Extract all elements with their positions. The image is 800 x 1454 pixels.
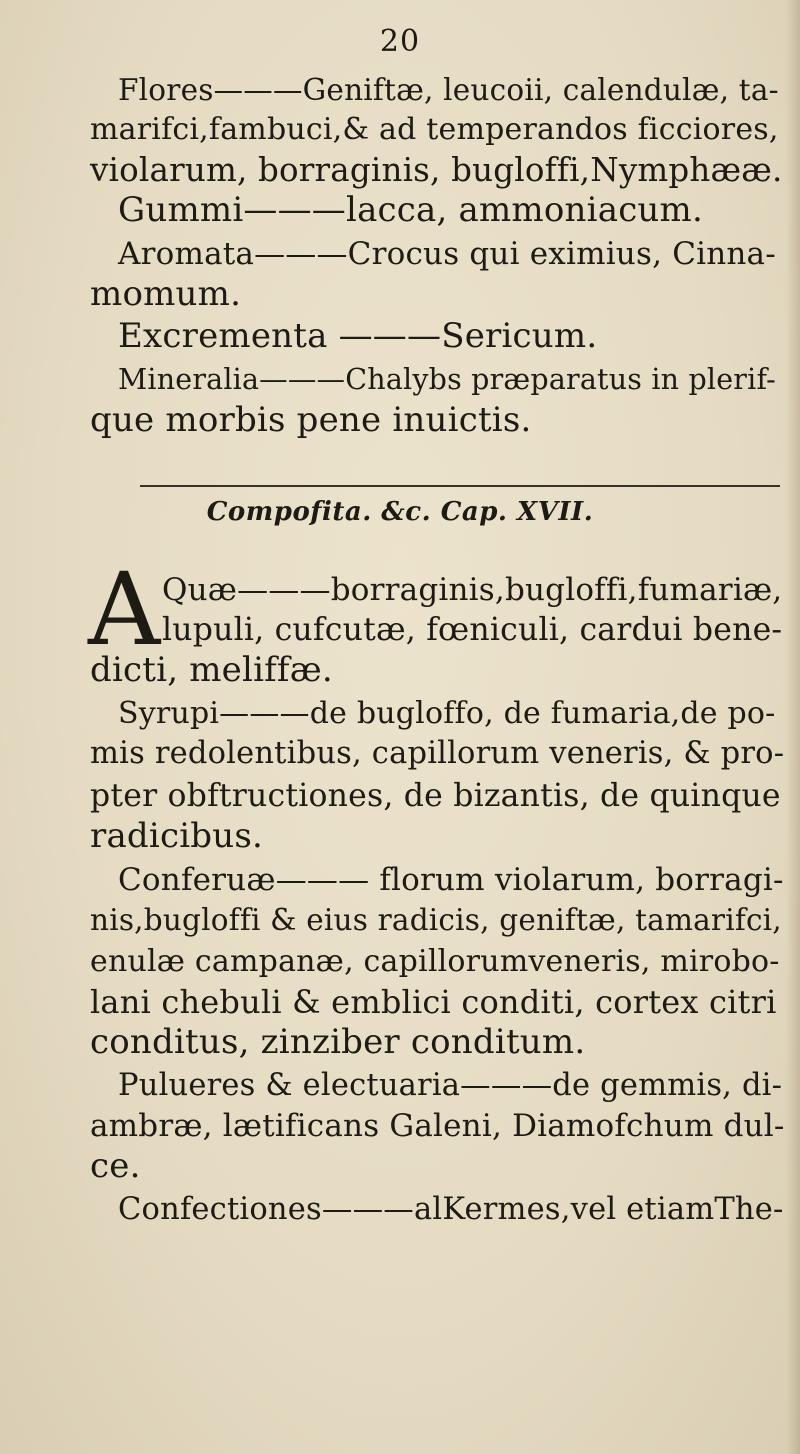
section-divider-rule [140,485,780,487]
text-line: Excrementa ———Sericum. [118,316,598,356]
text-line: Conferuæ——— florum violarum, borragi- [118,862,784,898]
page-number: 20 [379,24,421,59]
text-line: lupuli, cufcutæ, fœniculi, cardui bene- [162,612,783,648]
text-line: Quæ———borraginis,bugloffi,fumariæ, [162,572,783,608]
text-line: ambræ, lætificans Galeni, Diamofchum dul- [90,1108,785,1144]
text-line: Confectiones———alKermes,vel etiamThe- [118,1192,784,1227]
page-edge-shadow [786,0,800,1454]
chapter-heading: Compofita. &c. Cap. XVII. [206,497,594,527]
text-line: momum. [90,274,242,314]
text-line: pter obftructiones, de bizantis, de quinque [90,778,781,814]
text-line: Syrupi———de bugloffo, de fumaria,de po- [118,696,776,731]
text-line: mis redolentibus, capillorum veneris, & pro- [90,736,785,771]
text-line: violarum, borraginis, bugloffi,Nymphææ. [90,151,783,189]
text-line: Flores———Geniftæ, leucoii, calendulæ, ta- [118,73,779,107]
text-line: Gummi———lacca, ammoniacum. [118,190,703,230]
text-line: marifci,fambuci,& ad temperandos ficciores, [90,112,779,147]
text-line: radicibus. [90,816,263,856]
drop-cap-initial: A [88,551,161,668]
text-line: nis,bugloffi & eius radicis, geniftæ, tamarifci, [90,903,782,937]
text-line: Mineralia———Chalybs præparatus in plerif- [118,363,777,396]
text-line: enulæ campanæ, capillorumveneris, mirobo- [90,944,780,979]
text-line: ce. [90,1146,141,1186]
text-line: conditus, zinziber conditum. [90,1022,586,1062]
text-line: Pulueres & electuaria———de gemmis, di- [118,1068,783,1103]
text-line: Aromata———Crocus qui eximius, Cinna- [118,236,776,272]
text-line: lani chebuli & emblici conditi, cortex citri [90,983,777,1021]
text-line: dicti, meliffæ. [90,650,333,690]
text-line: que morbis pene inuictis. [90,400,532,440]
